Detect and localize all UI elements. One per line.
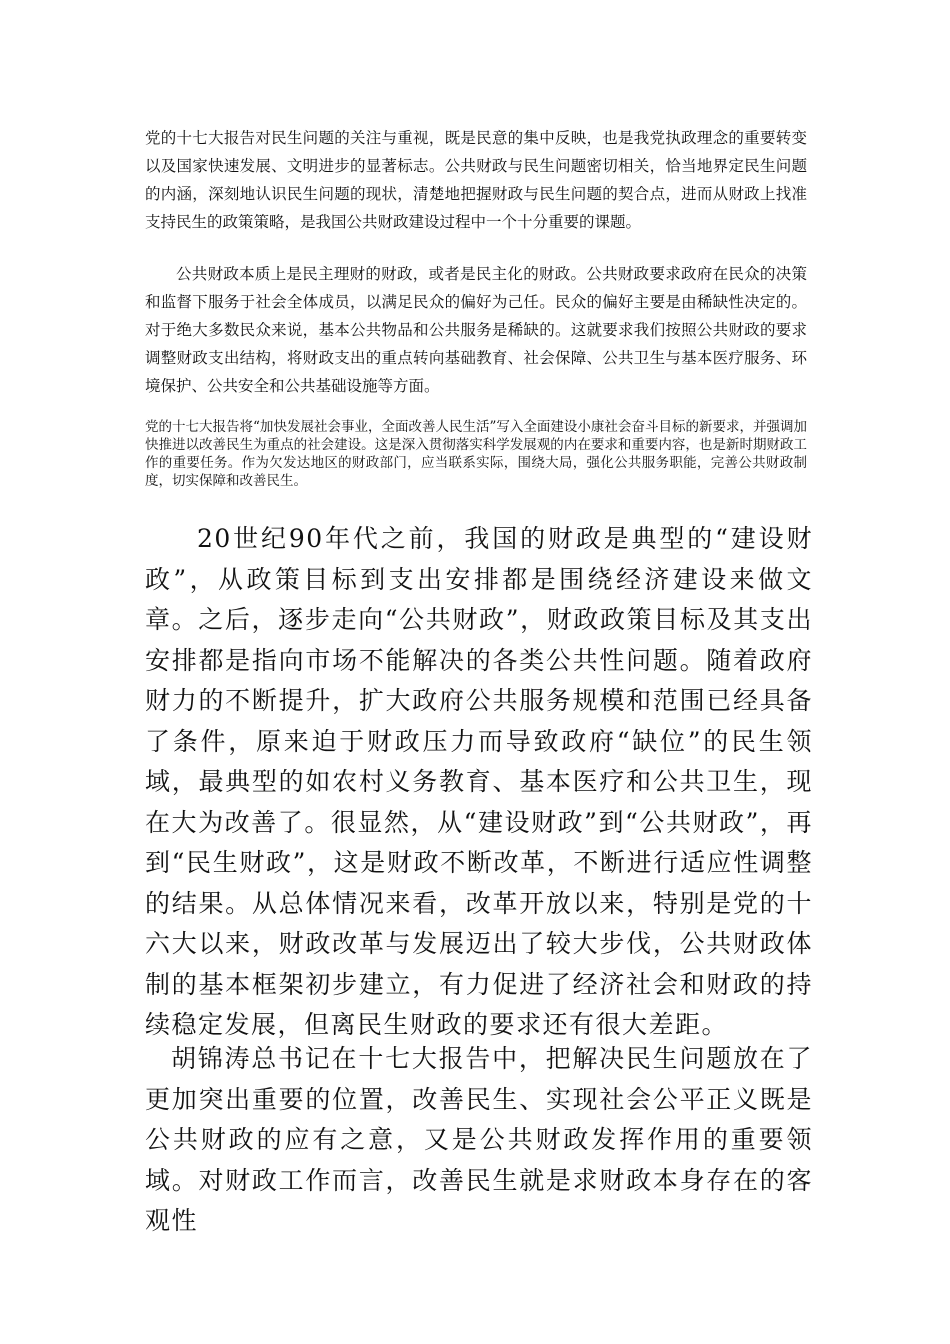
paragraph-5: 胡锦涛总书记在十七大报告中，把解决民生问题放在了更加突出重要的位置，改善民生、实现社会公平正义既是公共财政的应有之意，又是公共财政发挥作用的重要领域。对财政工作而言，改善民生就是求财政本身存在的客观性 [145, 1044, 813, 1235]
paragraph-1: 党的十七大报告对民生问题的关注与重视，既是民意的集中反映，也是我党执政理念的重要转变以及国家快速发展、文明进步的显著标志。公共财政与民生问题密切相关，恰当地界定民生问题的内涵，深刻地认识民生问题的现状，清楚地把握财政与民生问题的契合点，进而从财政上找准支持民生的政策策略，是我国公共财政建设过程中一个十分重要的课题。 [145, 129, 807, 231]
paragraph-2: 公共财政本质上是民主理财的财政，或者是民主化的财政。公共财政要求政府在民众的决策和监督下服务于社会全体成员，以满足民众的偏好为己任。民众的偏好主要是由稀缺性决定的。对于绝大多数民众来说，基本公共物品和公共服务是稀缺的。这就要求我们按照公共财政的要求调整财政支出结构，将财政支出的重点转向基础教育、社会保障、公共卫生与基本医疗服务、环境保护、公共安全和公共基础设施等方面。 [145, 265, 807, 395]
paragraph-4: 20世纪90年代之前，我国的财政是典型的“建设财政”，从政策目标到支出安排都是围绕经济建设来做文章。之后，逐步走向“公共财政”，财政政策目标及其支出安排都是指向市场不能解决的各类公共性问题。随着政府财力的不断提升，扩大政府公共服务规模和范围已经具备了条件，原来迫于财政压力而导致政府“缺位”的民生领域，最典型的如农村义务教育、基本医疗和公共卫生，现在大为改善了。很显然，从“建设财政”到“公共财政”，再到“民生财政”，这是财政不断改革，不断进行适应性调整的结果。从总体情况来看，改革开放以来，特别是党的十六大以来，财政改革与发展迈出了较大步伐，公共财政体制的基本框架初步建立，有力促进了经济社会和财政的持续稳定发展，但离民生财政的要求还有很大差距。 [145, 524, 813, 1039]
paragraph-3: 党的十七大报告将“加快发展社会事业，全面改善人民生活”写入全面建设小康社会奋斗目标的新要求，并强调加快推进以改善民生为重点的社会建设。这是深入贯彻落实科学发展观的内在要求和重要内容，也是新时期财政工作的重要任务。作为欠发达地区的财政部门，应当联系实际，围绕大局，强化公共服务职能，完善公共财政制度，切实保障和改善民生。 [145, 419, 807, 489]
